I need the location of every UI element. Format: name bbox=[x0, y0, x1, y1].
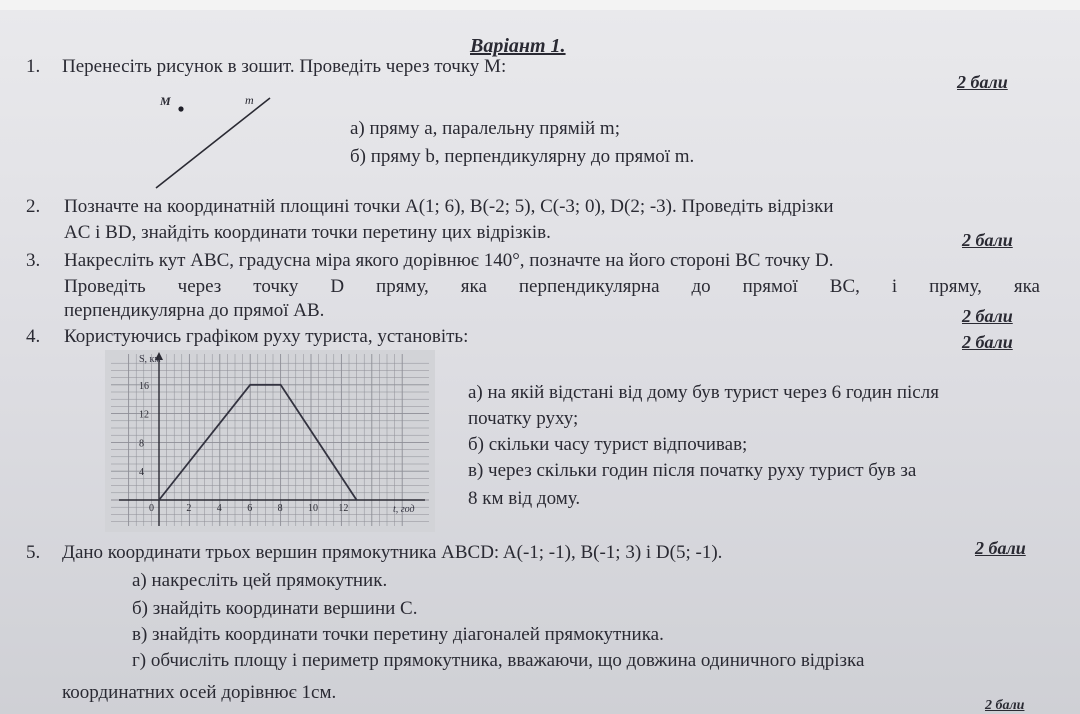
task-1-text: Перенесіть рисунок в зошит. Проведіть через точку M: bbox=[62, 56, 507, 77]
task-1-figure bbox=[150, 92, 280, 192]
task-4-item-c-line1: в) через скільки годин після початку руху турист був за bbox=[468, 460, 917, 481]
y-tick-label: 4 bbox=[139, 467, 144, 479]
task-5-item-c: в) знайдіть координати точки перетину діагоналей прямокутника. bbox=[132, 624, 664, 645]
y-tick-label: 16 bbox=[139, 380, 149, 392]
task-4-item-a-line2: початку руху; bbox=[468, 408, 579, 429]
variant-title: Варіант 1. bbox=[470, 35, 566, 57]
task-3-line1: Накресліть кут ABC, градусна міра якого дорівнює 140°, позначте на його стороні BC точку D. bbox=[64, 250, 834, 271]
x-tick-label: 6 bbox=[247, 503, 253, 514]
task-3-score: 2 бали bbox=[962, 306, 1013, 326]
task-4-number: 4. bbox=[26, 326, 41, 347]
x-tick-label: 12 bbox=[338, 503, 349, 514]
task-3-number: 3. bbox=[26, 250, 41, 271]
task-2-score: 2 бали bbox=[962, 230, 1013, 250]
x-tick-label: 0 bbox=[149, 503, 154, 514]
x-tick-label: 2 bbox=[186, 503, 192, 514]
graph-background bbox=[105, 350, 435, 532]
task-1-score: 2 бали bbox=[957, 72, 1008, 92]
task-3-line2: Проведіть через точку D пряму, яка перпендикулярна до прямої BC, і пряму, яка bbox=[64, 276, 1040, 297]
task-2-number: 2. bbox=[26, 196, 41, 217]
tourist-motion-graph bbox=[105, 350, 435, 532]
task-2-line2: AC і BD, знайдіть координати точки перетину цих відрізків. bbox=[64, 222, 551, 243]
task-5-item-a: а) накресліть цей прямокутник. bbox=[132, 570, 388, 591]
task-5-item-d-cont: координатних осей дорівнює 1см. bbox=[62, 682, 337, 703]
task-4-text: Користуючись графіком руху туриста, установіть: bbox=[64, 326, 469, 347]
x-tick-label: 4 bbox=[216, 503, 222, 514]
task-4-item-a-line1: а) на якій відстані від дому був турист через 6 годин після bbox=[468, 382, 939, 403]
task-1-item-b: б) пряму b, перпендикулярну до прямої m. bbox=[350, 146, 695, 167]
graph-x-axis-label: t, год bbox=[393, 504, 415, 515]
y-tick-label: 12 bbox=[139, 409, 149, 421]
task-4-score: 2 бали bbox=[962, 332, 1013, 352]
task-3-line3: перпендикулярна до прямої AB. bbox=[64, 300, 325, 321]
line-m bbox=[156, 98, 270, 188]
task-1-item-a: а) пряму a, паралельну прямій m; bbox=[350, 118, 620, 139]
next-task-score-partial: 2 бали bbox=[985, 698, 1025, 713]
point-m-label: M bbox=[160, 94, 171, 108]
task-4-item-b: б) скільки часу турист відпочивав; bbox=[468, 434, 748, 455]
x-tick-label: 8 bbox=[277, 503, 283, 514]
task-4-item-c-line2: 8 км від дому. bbox=[468, 488, 581, 509]
point-m-dot bbox=[178, 106, 183, 111]
task-1-number: 1. bbox=[26, 56, 41, 77]
task-5-text: Дано координати трьох вершин прямокутника ABCD: A(-1; -1), B(-1; 3) і D(5; -1). bbox=[62, 542, 723, 563]
task-5-number: 5. bbox=[26, 542, 41, 563]
task-5-item-b: б) знайдіть координати вершини C. bbox=[132, 598, 418, 619]
line-m-label: m bbox=[245, 93, 254, 107]
y-tick-label: 8 bbox=[139, 438, 144, 450]
graph-y-axis-label: S, км bbox=[139, 354, 161, 365]
task-5-item-d: г) обчисліть площу і периметр прямокутника, вважаючи, що довжина одиничного відрізка bbox=[132, 650, 865, 671]
task-2-line1: Позначте на координатній площині точки A(1; 6), B(-2; 5), C(-3; 0), D(2; -3). Проведіть відрізки bbox=[64, 196, 834, 217]
task-5-score: 2 бали bbox=[975, 538, 1026, 558]
x-tick-label: 10 bbox=[308, 503, 318, 514]
